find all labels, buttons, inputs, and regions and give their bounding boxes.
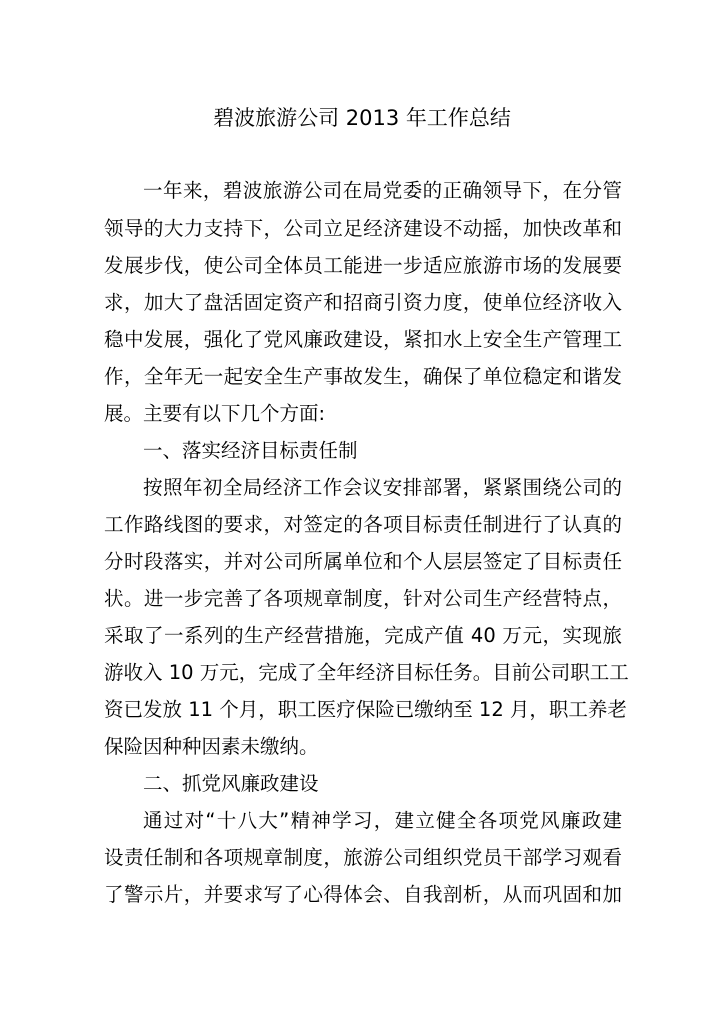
paragraph-line: 了警示片，并要求写了心得体会、自我剖析，从而巩固和加: [104, 883, 622, 906]
paragraph-line: 一年来，碧波旅游公司在局党委的正确领导下，在分管: [143, 179, 622, 202]
paragraph-line: 设责任制和各项规章制度，旅游公司组织党员干部学习观看: [104, 846, 622, 869]
paragraph-line: 稳中发展，强化了党风廉政建设，紧扣水上安全生产管理工: [104, 328, 622, 351]
paragraph-line: 状。进一步完善了各项规章制度，针对公司生产经营特点，: [104, 587, 622, 610]
paragraph-line: 作，全年无一起安全生产事故发生，确保了单位稳定和谐发: [104, 365, 622, 388]
paragraph-line: 求，加大了盘活固定资产和招商引资力度，使单位经济收入: [104, 291, 622, 314]
paragraph-line: 领导的大力支持下，公司立足经济建设不动摇，加快改革和: [104, 217, 622, 240]
paragraph-line: 采取了一系列的生产经营措施，完成产值 40 万元，实现旅: [104, 624, 622, 647]
document-title: 碧波旅游公司 2013 年工作总结: [213, 106, 511, 130]
paragraph-line: 按照年初全局经济工作会议安排部署，紧紧围绕公司的: [143, 476, 622, 499]
paragraph-line: 工作路线图的要求，对签定的各项目标责任制进行了认真的: [104, 513, 622, 536]
paragraph-line: 资已发放 11 个月，职工医疗保险已缴纳至 12 月，职工养老: [104, 698, 627, 721]
paragraph-line: 展。主要有以下几个方面:: [104, 402, 326, 425]
paragraph-line: 游收入 10 万元，完成了全年经济目标任务。目前公司职工工: [104, 661, 629, 684]
section-heading: 二、抓党风廉政建设: [143, 772, 319, 795]
paragraph-line: 分时段落实，并对公司所属单位和个人层层签定了目标责任: [104, 550, 622, 573]
section-heading: 一、落实经济目标责任制: [143, 439, 358, 462]
paragraph-line: 发展步伐，使公司全体员工能进一步适应旅游市场的发展要: [104, 254, 622, 277]
paragraph-line: 通过对“十八大”精神学习，建立健全各项党风廉政建: [143, 809, 622, 832]
paragraph-line: 保险因种种因素未缴纳。: [104, 735, 319, 758]
